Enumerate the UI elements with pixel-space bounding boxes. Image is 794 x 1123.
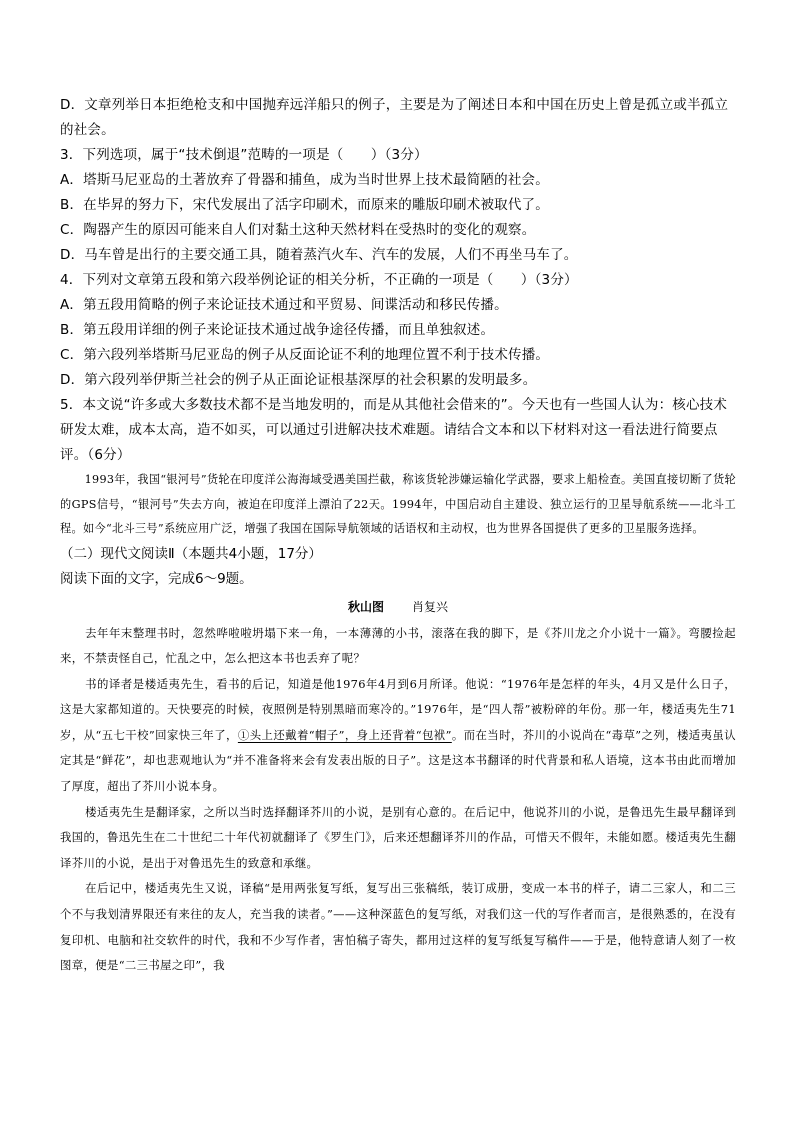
underlined-sentence-1: ①头上还戴着“帽子”，身上还背着“包袱” xyxy=(237,727,452,742)
q3-option-c: C．陶器产生的原因可能来自人们对黏土这种天然材料在受热时的变化的观察。 xyxy=(60,222,536,238)
q2-option-d: D．文章列举日本拒绝枪支和中国抛弃远洋船只的例子，主要是为了阐述日本和中国在历史上曾是孤立或半孤立的社会。 xyxy=(60,97,729,138)
q4-option-c: C．第六段列举塔斯马尼亚岛的例子从反面论证不利的地理位置不利于技术传播。 xyxy=(60,347,550,363)
article-paragraph-2 xyxy=(60,672,736,800)
section-2-instruction: 阅读下面的文字，完成6～9题。 xyxy=(60,570,253,587)
q4-option-a: A．第五段用简略的例子来论证技术通过和平贸易、间谍活动和移民传播。 xyxy=(60,297,508,313)
page-content xyxy=(60,93,736,979)
q5-material: 1993年，我国“银河号”货轮在印度洋公海海域受遇美国拦截，称该货轮涉嫌运输化学武器，要求上船检查。美国直接切断了货轮的GPS信号，“银河号”失去方向，被迫在印度洋上漂泊了22天。1994年，中国启动自主建设、独立运行的卫星导航系统——北斗工程。如今“北斗三号”系统应用广泛，增强了我国在国际导航领域的话语权和主动权，也为世界各国提供了更多的卫星服务选择。 xyxy=(60,473,736,535)
q4-stem: 4．下列对文章第五段和第六段举例论证的相关分析，不正确的一项是（ ）（3分） xyxy=(60,272,578,288)
q4-option-d: D．第六段列举伊斯兰社会的例子从正面论证根基深厚的社会积累的发明最多。 xyxy=(60,372,537,388)
article-title: 秋山图 xyxy=(347,599,384,614)
q3-stem: 3．下列选项，属于“技术倒退”范畴的一项是（ ）（3分） xyxy=(60,147,428,163)
q5-stem: 5．本文说“许多或大多数技术都不是当地发明的，而是从其他社会借来的”。今天也有一些国人认为：核心技术研发太难，成本太高，造不如买，可以通过引进解决技术难题。请结合文本和以下材料对这一看法进行简要点评。（6分） xyxy=(60,397,728,463)
article-paragraph-1: 去年年末整理书时，忽然哗啦啦坍塌下来一角，一本薄薄的小书，滚落在我的脚下，是《芥川龙之介小说十一篇》。弯腰捡起来，不禁责怪自己，忙乱之中，怎么把这本书也丢弃了呢？ xyxy=(60,625,736,666)
section-2-heading: （二）现代文阅读Ⅱ（本题共4小题，17分） xyxy=(60,545,322,562)
article-paragraph-4: 在后记中，楼适夷先生又说，译稿“是用两张复写纸，复写出三张稿纸，装订成册，变成一本书的样子，请二三家人，和二三个不与我划清界限还有来往的友人，充当我的读者。”——这种深蓝色的复写纸，对我们这一代的写作者而言，是很熟悉的，在没有复印机、电脑和社交软件的时代，我和不少写作者，害怕稿子寄失，都用过这样的复写纸复写稿件——于是，他特意请人刻了一枚图章，便是“二三书屋之印”，我 xyxy=(60,881,736,973)
q3-option-a: A．塔斯马尼亚岛的土著放弃了骨器和捕鱼，成为当时世界上技术最简陋的社会。 xyxy=(60,172,549,188)
article-author: 肖复兴 xyxy=(412,599,449,614)
q4-option-b: B．第五段用详细的例子来论证技术通过战争途径传播，而且单独叙述。 xyxy=(60,322,495,338)
q3-option-d: D．马车曾是出行的主要交通工具，随着蒸汽火车、汽车的发展，人们不再坐马车了。 xyxy=(60,247,578,263)
article-title-row xyxy=(60,594,736,621)
paragraph-2-text-b: 。而在当时，芥川的小说尚在“毒草”之列，楼适夷虽认定其是“鲜花”，却也悲观地认为“并不准备将来会有发表出版的日子”。这是这本书翻译的时代背景和私人语境，这本书由此而增加了厚度，超出了芥川小说本身。 xyxy=(60,727,736,794)
paragraph-2-text-a: 书的译者是楼适夷先生，看书的后记，知道是他1976年4月到6月所译。他说：“1976年是怎样的年头，4月又是什么日子，这是大家都知道的。天快要亮的时候，夜照例是特别黑暗而寒冷的。”1976年，是“四人帮”被粉碎的年份。那一年，楼适夷先生71岁，从“五七干校”回家快三年了， xyxy=(60,676,736,742)
article-paragraph-3: 楼适夷先生是翻译家，之所以当时选择翻译芥川的小说，是别有心意的。在后记中，他说芥川的小说，是鲁迅先生最早翻译到我国的，鲁迅先生在二十世纪二十年代初就翻译了《罗生门》，后来还想翻译芥川的作品，可惜天不假年，未能如愿。楼适夷先生翻译芥川的小说，是出于对鲁迅先生的致意和承继。 xyxy=(60,804,736,870)
q3-option-b: B．在毕昇的努力下，宋代发展出了活字印刷术，而原来的雕版印刷术被取代了。 xyxy=(60,197,549,213)
